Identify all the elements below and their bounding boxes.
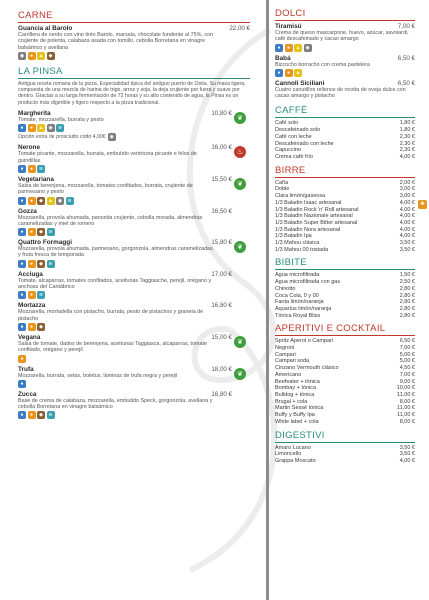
row-price: 2,80 € xyxy=(399,285,415,292)
list-item xyxy=(275,293,415,300)
list-item xyxy=(275,419,415,426)
list-item xyxy=(275,220,415,227)
menu-item-guancia xyxy=(18,25,250,60)
section-title-pinsa: LA PINSA xyxy=(18,65,63,77)
row-name: Agua microfiltrada xyxy=(275,272,320,279)
list-item xyxy=(275,352,415,359)
item-name: Acciuga xyxy=(18,270,43,278)
menu-item-tiramisu xyxy=(275,23,415,52)
row-name: Capuccino xyxy=(275,147,301,154)
row-price: 7,00 € xyxy=(399,371,415,378)
row-name: Café con leche xyxy=(275,133,312,140)
item-price: 6,50 € xyxy=(397,79,415,87)
row-name: 1/3 Mahou 00 tostada xyxy=(275,246,329,253)
section-rule xyxy=(275,117,415,118)
allergen-icon: ▲ xyxy=(295,69,301,76)
list-item xyxy=(275,147,415,154)
item-name: Babá xyxy=(275,54,291,62)
row-price: 2,00 € xyxy=(399,179,415,186)
section-title-dolci: DOLCI xyxy=(275,8,306,19)
allergen-icon: ◉ xyxy=(48,125,53,132)
item-desc: Mozzarella, provola ahumada, pancetta crujiente, cebolla morada, almendras caramelizadas y miel de romero xyxy=(18,214,203,227)
allergen-icon: ◆ xyxy=(37,260,45,268)
list-item xyxy=(275,193,415,200)
row-price: 2,80 € xyxy=(399,312,415,319)
item-desc: Mozzarella, provola ahumada, parmesano, gorgonzola, almendras caramelizadas y fruta fresca de temporada xyxy=(18,246,213,259)
allergen-icon: ● xyxy=(18,411,26,419)
allergen-icon: ● xyxy=(18,228,26,236)
allergen-icon: ● xyxy=(275,44,283,52)
row-price: 4,50 € xyxy=(399,365,415,372)
list-item xyxy=(275,405,415,412)
row-price: 4,00 € xyxy=(399,219,415,226)
allergen-icons xyxy=(18,411,250,419)
list-item xyxy=(275,207,415,214)
allergen-icons xyxy=(275,69,415,77)
allergen-icon: ● xyxy=(275,69,283,77)
row-price: 1,80 € xyxy=(399,120,415,127)
item-desc: Mozzarella, burrata, setas, boletus, láminas de trufa negra y perejil xyxy=(18,372,178,379)
aperitivi-list xyxy=(275,338,415,425)
row-name: Coca Cola, 0 y 00 xyxy=(275,292,319,299)
row-price: 6,50 € xyxy=(399,338,415,345)
row-name: Cinzano Vermouth clásico xyxy=(275,365,339,372)
list-item xyxy=(275,286,415,293)
row-price: 2,30 € xyxy=(399,140,415,147)
list-item xyxy=(275,213,415,220)
list-item xyxy=(275,399,415,406)
vegan-leaf-icon: ❦ xyxy=(234,336,246,348)
allergen-icon: ≋ xyxy=(67,197,72,204)
section-title-caffe: CAFFÈ xyxy=(275,105,308,117)
bibite-list xyxy=(275,272,415,319)
menu-item-cannoli xyxy=(275,80,415,100)
pinsa-intro: Antigua receta romana de la pizza. Especialidad típica del antiguo puerto de Ostia. Su masa ligera, compuesta de una mezcla de harina de trigo, arroz y soja, la deja crujiente por fuera y suave por dentro. Gracias a su larga fermentación de 72 horas y su alto contenido de agua, la Pinsa es un producto más digerible y ligero respecto a la pizza tradicional. xyxy=(18,80,246,106)
item-price: 18,00 € xyxy=(211,365,232,373)
row-name: Chinotto xyxy=(275,285,296,292)
allergen-icon: ▲ xyxy=(48,197,53,204)
allergen-icon: ▲ xyxy=(38,52,44,59)
row-price: 4,00 € xyxy=(399,226,415,233)
item-price: 6,50 € xyxy=(397,54,415,62)
list-item xyxy=(275,358,415,365)
allergen-icon: ≋ xyxy=(57,125,63,132)
row-name: Grappa Moscato xyxy=(275,457,316,464)
row-price: 2,80 € xyxy=(399,292,415,299)
list-item xyxy=(275,279,415,286)
item-desc: Salsa de berenjena, mozzarella, tomates confitados, burrata, crujiente de parmesano y pesto xyxy=(18,182,193,196)
allergen-icon: ● xyxy=(18,380,26,388)
list-item xyxy=(275,180,415,187)
menu-item-vegana xyxy=(18,334,250,363)
row-price: 11,00 € xyxy=(397,405,415,412)
section-rule xyxy=(18,78,250,79)
allergen-icon: ▲ xyxy=(295,44,301,51)
row-price: 2,50 € xyxy=(399,279,415,286)
list-item xyxy=(275,141,415,148)
row-name: Amaro Lucano xyxy=(275,444,311,451)
row-price: 2,80 € xyxy=(399,305,415,312)
allergen-icon: ≋ xyxy=(38,165,44,172)
list-item xyxy=(275,372,415,379)
item-name: Zucca xyxy=(18,390,37,398)
list-item xyxy=(275,379,415,386)
row-name: Campari soda xyxy=(275,358,310,365)
item-price: 16,00 € xyxy=(211,144,232,152)
list-item xyxy=(275,458,415,465)
allergen-icon: ◉ xyxy=(19,52,25,59)
row-price: 3,50 € xyxy=(399,451,415,458)
item-price: 22,00 € xyxy=(229,25,250,32)
row-price: 11,00 € xyxy=(397,391,415,398)
menu-item-zucca xyxy=(18,391,250,420)
allergen-icon: ▲ xyxy=(38,125,44,132)
allergen-icons xyxy=(275,44,415,52)
section-rule xyxy=(275,335,415,336)
row-name: Bombay + tónica xyxy=(275,385,317,392)
row-price: 8,00 € xyxy=(399,418,415,425)
allergen-icon: ≋ xyxy=(48,260,53,267)
section-title-bibite: BIBITE xyxy=(275,257,307,269)
extra-option-label: Opción extra de prosciutto cotto 4,00€ xyxy=(18,134,106,141)
item-name: Quattro Formaggi xyxy=(18,239,72,247)
row-name: Campari xyxy=(275,351,296,358)
list-item xyxy=(275,272,415,279)
allergen-icons xyxy=(18,197,250,205)
allergen-icons xyxy=(18,291,250,299)
row-price: 4,00 € xyxy=(399,206,415,213)
allergen-icon: ◉ xyxy=(57,197,63,204)
vegetarian-leaf-icon: ❦ xyxy=(234,112,246,124)
menu-item-trufa xyxy=(18,366,250,388)
row-name: Americano xyxy=(275,371,302,378)
allergen-icons xyxy=(18,380,250,388)
allergen-icon: ● xyxy=(28,197,36,205)
row-price: 5,00 € xyxy=(399,358,415,365)
allergen-icons xyxy=(18,228,250,236)
allergen-icon: ● xyxy=(285,44,293,52)
allergen-icon: ● xyxy=(28,165,36,173)
row-name: Café solo xyxy=(275,120,299,127)
section-rule xyxy=(275,442,415,443)
list-item xyxy=(275,306,415,313)
allergen-icon: ◉ xyxy=(109,134,114,141)
section-title-digestivi: DIGESTIVI xyxy=(275,429,325,441)
list-item xyxy=(275,385,415,392)
allergen-icon: ● xyxy=(18,260,26,268)
row-price: 5,00 € xyxy=(399,351,415,358)
row-price: 4,00 € xyxy=(399,457,415,464)
row-price: 2,30 € xyxy=(399,133,415,140)
allergen-icon: ◆ xyxy=(37,228,45,236)
item-price: 15,50 € xyxy=(211,175,232,183)
menu-item-vegetariana xyxy=(18,176,250,205)
item-desc: Tomate picante, mozzarella, burrata, embutido ventricina picante e hilos de guindillas xyxy=(18,151,197,164)
list-item xyxy=(275,338,415,345)
row-name: Fanta limón/naranja xyxy=(275,299,324,306)
row-price: 3,00 € xyxy=(399,186,415,193)
menu-item-gozza xyxy=(18,208,250,237)
row-name: Spritz Aperol o Campari xyxy=(275,338,334,345)
list-item xyxy=(275,392,415,399)
item-desc: Bizcocho borracho con crema pastelera xyxy=(275,61,370,68)
row-price: 3,50 € xyxy=(399,444,415,451)
item-desc: Salsa de tomate, dados de berenjena, aceitunas Taggiasca, alcaparras, tomate confitado, orégano y perejil xyxy=(18,340,207,354)
allergen-icon: ● xyxy=(28,260,36,268)
allergen-icon: ◆ xyxy=(37,323,45,331)
item-name: Vegetariana xyxy=(18,175,54,183)
list-item xyxy=(275,445,415,452)
spicy-chili-icon: ♨ xyxy=(234,146,246,158)
item-desc: Crema de queso mascarpone, huevo, azúcar, savoiardi, café descafeinado y cacao amargo xyxy=(275,30,409,43)
extra-option xyxy=(18,133,250,141)
allergen-icon: ● xyxy=(28,124,36,132)
list-item xyxy=(275,313,415,320)
row-price: 11,00 € xyxy=(397,412,415,419)
allergen-icon: ◆ xyxy=(37,197,45,205)
allergen-icon: ≋ xyxy=(38,292,44,299)
menu-item-quattro-formaggi xyxy=(18,239,250,268)
item-name: Tiramisú xyxy=(275,23,302,30)
row-name: Limoncello xyxy=(275,451,302,458)
allergen-icon: ● xyxy=(28,291,36,299)
allergen-icon: ● xyxy=(28,323,36,331)
allergen-icon: ● xyxy=(18,124,26,132)
list-item xyxy=(275,227,415,234)
menu-item-mortazza xyxy=(18,302,250,331)
row-price: 8,00 € xyxy=(399,398,415,405)
row-price: 9,00 € xyxy=(399,378,415,385)
row-name: Bulldog + tónica xyxy=(275,391,315,398)
row-name: 1/3 Mahou clásica xyxy=(275,240,320,247)
list-item xyxy=(275,345,415,352)
allergen-icon: ◉ xyxy=(305,44,310,51)
allergen-icon: ● xyxy=(28,52,36,60)
row-price: 1,80 € xyxy=(399,127,415,134)
section-rule xyxy=(275,269,415,270)
item-price: 16,80 € xyxy=(211,302,232,310)
row-price: 4,00 € xyxy=(399,233,415,240)
list-item xyxy=(275,199,425,207)
row-name: 1/3 Baladin Nazionale artesanal xyxy=(275,213,353,220)
digestivi-list xyxy=(275,445,415,465)
row-name: Doble xyxy=(275,186,290,193)
row-price: 2,30 € xyxy=(399,147,415,154)
allergen-icon: ● xyxy=(18,197,26,205)
row-name: Brugal + cola xyxy=(275,398,308,405)
left-column xyxy=(18,10,250,422)
list-item xyxy=(275,240,415,247)
item-desc: Tomate, mozzarella, burrata y pesto xyxy=(18,117,104,124)
list-item xyxy=(275,365,415,372)
row-name: 1/3 Baladin Nora artesanal xyxy=(275,226,341,233)
item-price: 15,00 € xyxy=(211,333,232,341)
allergen-icon: ● xyxy=(18,323,26,331)
item-name: Vegana xyxy=(18,333,41,341)
section-title-carne: CARNE xyxy=(18,10,53,21)
row-name: Descafeinado solo xyxy=(275,127,321,134)
allergen-icons xyxy=(18,323,250,331)
section-title-birre: BIRRE xyxy=(275,164,306,176)
allergen-icons xyxy=(18,124,250,132)
allergen-icon: ● xyxy=(18,165,26,173)
item-name: Gozza xyxy=(18,207,37,215)
list-item xyxy=(275,247,415,254)
item-name: Guancia al Barolo xyxy=(18,25,73,32)
row-name: Buffy y Buffy Ipa xyxy=(275,412,315,419)
row-name: White label + cola xyxy=(275,418,319,425)
section-rule xyxy=(18,22,250,23)
allergen-icon: ● xyxy=(28,228,36,236)
row-name: 1/3 Baladin Ipa xyxy=(275,233,312,240)
column-divider xyxy=(266,0,269,600)
item-price: 16,50 € xyxy=(211,207,232,215)
menu-item-nerone xyxy=(18,144,250,173)
vegetarian-leaf-icon: ❦ xyxy=(234,368,246,380)
allergen-icon: ◆ xyxy=(37,411,45,419)
row-price: 3,00 € xyxy=(399,193,415,200)
row-name: Crema café frío xyxy=(275,154,313,160)
row-name: Beefeater + tónica xyxy=(275,378,320,385)
vegetarian-leaf-icon: ❦ xyxy=(234,241,246,253)
row-name: Martin Sessé tónica xyxy=(275,405,324,412)
caffe-list xyxy=(275,120,415,160)
row-price: 4,00 € xyxy=(399,199,415,206)
row-name: 1/3 Baladin Super Bitter artesanal xyxy=(275,219,358,226)
right-column xyxy=(275,8,425,469)
item-name: Nerone xyxy=(18,144,41,152)
row-price: 2,80 € xyxy=(399,299,415,306)
list-item xyxy=(275,299,415,306)
allergen-icon: ● xyxy=(18,355,26,363)
allergen-icons xyxy=(18,260,250,268)
row-name: 1/3 Baladin Isaac artesanal xyxy=(275,199,342,206)
item-name: Mortazza xyxy=(18,302,46,310)
list-item xyxy=(275,120,415,127)
item-desc: Mozzarella, mortadella con pistacho, burrata, pesto de pistachos y granela de pistacho xyxy=(18,309,204,322)
gluten-icon: ♣ xyxy=(418,200,427,209)
item-desc: Cuatro canutillos rellenos de ricotta de oveja dulce con cacao amargo y pistacho xyxy=(275,86,406,100)
item-price: 7,00 € xyxy=(397,23,415,30)
menu-item-acciuga xyxy=(18,271,250,300)
item-price: 10,80 € xyxy=(211,110,232,118)
row-name: Tónica Royal Bliss xyxy=(275,312,321,319)
row-price: 3,50 € xyxy=(399,240,415,247)
item-name: Trufa xyxy=(18,365,34,373)
allergen-icon: ◆ xyxy=(47,52,55,60)
row-price: 4,00 € xyxy=(399,154,415,160)
row-price: 3,50 € xyxy=(399,246,415,253)
row-name: Caña xyxy=(275,179,289,186)
row-name: Clara limón/gaseosa xyxy=(275,193,326,200)
list-item xyxy=(275,186,415,193)
item-name: Margherita xyxy=(18,110,51,118)
list-item xyxy=(275,233,415,240)
row-price: 4,00 € xyxy=(399,213,415,220)
allergen-icon: ≋ xyxy=(48,229,53,236)
menu-item-baba xyxy=(275,55,415,77)
list-item xyxy=(275,412,415,419)
item-price: 17,00 € xyxy=(211,270,232,278)
allergen-icon: ● xyxy=(18,291,26,299)
allergen-icons xyxy=(18,52,250,60)
row-price: 1,50 € xyxy=(399,272,415,279)
vegetarian-leaf-icon: ❦ xyxy=(234,178,246,190)
row-name: Agua microfiltrada con gas xyxy=(275,279,341,286)
row-name: Negroni xyxy=(275,345,295,352)
allergen-icon: ● xyxy=(285,69,293,77)
list-item xyxy=(275,127,415,134)
item-desc: Tomate, alcaparras, tomates confitados, aceitunas Taggiasche, perejil, orégano y anchoas del Cantábrico xyxy=(18,277,212,291)
item-price: 16,80 € xyxy=(211,390,232,398)
allergen-icons xyxy=(18,165,250,173)
allergen-icon: ≋ xyxy=(48,412,53,419)
item-name: Cannoli Siciliani xyxy=(275,79,325,87)
section-title-aperitivi: APERITIVI E COCKTAIL xyxy=(275,323,386,335)
list-item xyxy=(275,451,415,458)
menu-item-margherita xyxy=(18,110,250,141)
row-name: 1/3 Baladin Rock 'n' Roll artesanal xyxy=(275,206,359,213)
item-price: 15,80 € xyxy=(211,239,232,247)
row-price: 7,00 € xyxy=(399,345,415,352)
row-name: Descafeinado con leche xyxy=(275,140,334,147)
birre-list xyxy=(275,179,425,254)
section-rule xyxy=(275,20,415,21)
row-price: 10,00 € xyxy=(396,385,415,392)
allergen-icon: ● xyxy=(28,411,36,419)
item-desc: Base de crema de calabaza, mozzarella, embutido Speck, gorgonzola, avellana y cebolla Borretana en vinagre balsámico xyxy=(18,397,213,411)
item-desc: Carrillera de cerdo con vino tinto Barolo, marsala, chocolate fundente al 75%, con crujiente de polenta, calabaza asada con tomillo, cebolla Borretana en vinagre balsámico y avellana xyxy=(18,32,214,51)
allergen-icons xyxy=(18,355,250,363)
list-item xyxy=(275,134,415,141)
list-item xyxy=(275,154,415,161)
row-name: Aquarius limón/naranja xyxy=(275,305,332,312)
section-rule xyxy=(275,177,415,178)
